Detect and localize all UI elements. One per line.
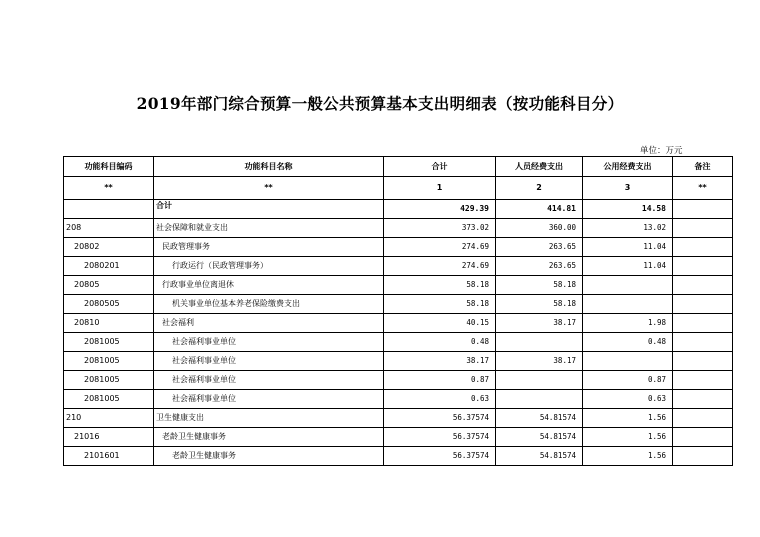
row-name: 行政运行（民政管理事务） — [154, 257, 384, 276]
row-total: 56.37574 — [384, 409, 496, 428]
total-remark — [673, 200, 733, 219]
row-code: 2081005 — [64, 352, 154, 371]
page-title: 2019年部门综合预算一般公共预算基本支出明细表（按功能科目分） — [136, 94, 624, 113]
row-public: 1.98 — [583, 314, 673, 333]
index-cell: 2 — [496, 177, 583, 200]
row-personnel: 58.18 — [496, 276, 583, 295]
row-code: 20802 — [64, 238, 154, 257]
table-row — [64, 219, 733, 238]
total-sum: 429.39 — [384, 200, 496, 219]
row-total: 56.37574 — [384, 428, 496, 447]
row-personnel: 54.81574 — [496, 447, 583, 466]
row-personnel: 54.81574 — [496, 428, 583, 447]
row-code: 210 — [64, 409, 154, 428]
index-cell: ** — [673, 177, 733, 200]
row-name: 社会福利事业单位 — [154, 390, 384, 409]
row-personnel: 54.81574 — [496, 409, 583, 428]
unit-label: 单位：万元 — [640, 146, 683, 156]
row-name: 社会保障和就业支出 — [154, 219, 384, 238]
row-remark — [673, 371, 733, 390]
row-personnel: 58.18 — [496, 295, 583, 314]
row-total: 40.15 — [384, 314, 496, 333]
row-remark — [673, 428, 733, 447]
table-row — [64, 238, 733, 257]
row-personnel — [496, 390, 583, 409]
row-public: 13.02 — [583, 219, 673, 238]
row-personnel: 38.17 — [496, 352, 583, 371]
row-public — [583, 295, 673, 314]
row-public: 1.56 — [583, 447, 673, 466]
row-remark — [673, 295, 733, 314]
column-header-code: 功能科目编码 — [64, 157, 154, 177]
table-row — [64, 352, 733, 371]
row-public: 11.04 — [583, 257, 673, 276]
row-total: 274.69 — [384, 257, 496, 276]
row-code: 20810 — [64, 314, 154, 333]
row-total: 373.02 — [384, 219, 496, 238]
row-total: 38.17 — [384, 352, 496, 371]
row-name: 老龄卫生健康事务 — [154, 447, 384, 466]
table-row — [64, 333, 733, 352]
table-row — [64, 371, 733, 390]
row-total: 58.18 — [384, 276, 496, 295]
row-code: 2081005 — [64, 390, 154, 409]
total-personnel: 414.81 — [496, 200, 583, 219]
column-header-total: 合计 — [384, 157, 496, 177]
row-code: 2080505 — [64, 295, 154, 314]
row-public — [583, 276, 673, 295]
row-personnel — [496, 371, 583, 390]
column-header-remark: 备注 — [673, 157, 733, 177]
row-code: 208 — [64, 219, 154, 238]
row-remark — [673, 333, 733, 352]
table-row — [64, 257, 733, 276]
row-name: 民政管理事务 — [154, 238, 384, 257]
row-name: 机关事业单位基本养老保险缴费支出 — [154, 295, 384, 314]
row-code: 2101601 — [64, 447, 154, 466]
row-name: 卫生健康支出 — [154, 409, 384, 428]
row-total: 58.18 — [384, 295, 496, 314]
row-personnel: 263.65 — [496, 257, 583, 276]
budget-table — [63, 156, 733, 466]
total-public: 14.58 — [583, 200, 673, 219]
index-row — [64, 177, 733, 200]
row-name: 行政事业单位离退休 — [154, 276, 384, 295]
row-total: 0.63 — [384, 390, 496, 409]
row-public — [583, 352, 673, 371]
row-name: 社会福利事业单位 — [154, 352, 384, 371]
index-cell: 1 — [384, 177, 496, 200]
row-personnel: 38.17 — [496, 314, 583, 333]
row-remark — [673, 409, 733, 428]
row-remark — [673, 314, 733, 333]
table-row — [64, 409, 733, 428]
row-total: 0.48 — [384, 333, 496, 352]
row-code: 2081005 — [64, 371, 154, 390]
index-cell: ** — [154, 177, 384, 200]
row-remark — [673, 447, 733, 466]
table-row — [64, 428, 733, 447]
row-remark — [673, 352, 733, 371]
row-total: 56.37574 — [384, 447, 496, 466]
column-header-personnel: 人员经费支出 — [496, 157, 583, 177]
row-public: 0.63 — [583, 390, 673, 409]
table-row — [64, 390, 733, 409]
row-personnel: 263.65 — [496, 238, 583, 257]
row-code: 20805 — [64, 276, 154, 295]
row-name: 社会福利事业单位 — [154, 371, 384, 390]
total-label: 合计 — [154, 200, 384, 219]
row-total: 0.87 — [384, 371, 496, 390]
row-remark — [673, 276, 733, 295]
index-cell: ** — [64, 177, 154, 200]
row-public: 0.48 — [583, 333, 673, 352]
index-cell: 3 — [583, 177, 673, 200]
row-remark — [673, 390, 733, 409]
row-remark — [673, 219, 733, 238]
row-public: 1.56 — [583, 409, 673, 428]
row-remark — [673, 238, 733, 257]
total-row — [64, 200, 733, 219]
row-code: 21016 — [64, 428, 154, 447]
row-total: 274.69 — [384, 238, 496, 257]
row-code: 2080201 — [64, 257, 154, 276]
row-code: 2081005 — [64, 333, 154, 352]
row-personnel — [496, 333, 583, 352]
column-header-public: 公用经费支出 — [583, 157, 673, 177]
table-row — [64, 314, 733, 333]
row-name: 社会福利事业单位 — [154, 333, 384, 352]
row-remark — [673, 257, 733, 276]
table-row — [64, 295, 733, 314]
row-public: 0.87 — [583, 371, 673, 390]
row-personnel: 360.00 — [496, 219, 583, 238]
column-header-name: 功能科目名称 — [154, 157, 384, 177]
row-public: 11.04 — [583, 238, 673, 257]
total-code-cell — [64, 200, 154, 219]
table-row — [64, 447, 733, 466]
row-name: 社会福利 — [154, 314, 384, 333]
header-row — [64, 157, 733, 177]
row-public: 1.56 — [583, 428, 673, 447]
table-row — [64, 276, 733, 295]
row-name: 老龄卫生健康事务 — [154, 428, 384, 447]
